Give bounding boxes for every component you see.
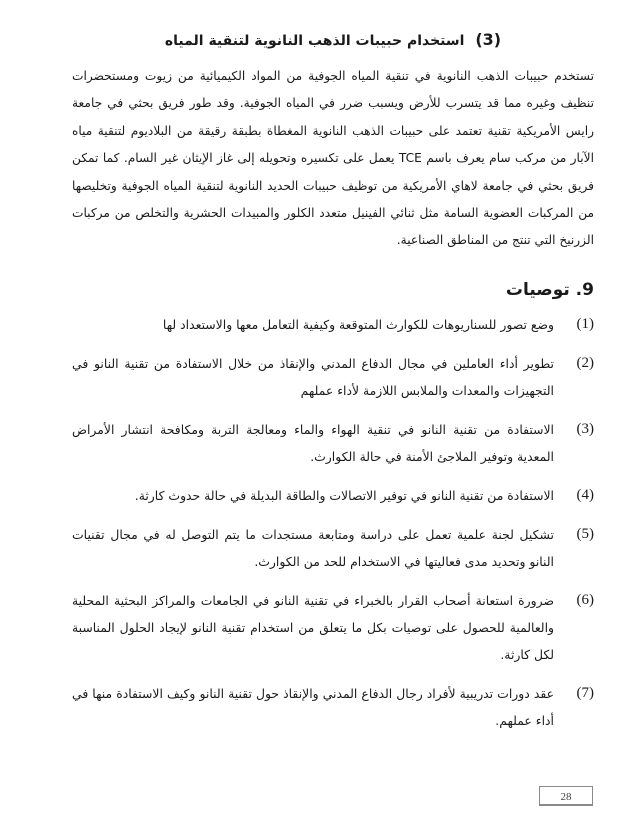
recommendations-list [72,311,594,734]
recommendation-item [72,482,594,509]
recommendation-number: (3) [576,420,594,437]
section-title: استخدام حبيبات الذهب النانوية لتنقية المياه [164,33,465,49]
recommendation-text: وضع تصور للسناريوهات للكوارث المتوقعة وكيفية التعامل معها والاستعداد لها [162,316,554,332]
recommendation-item [72,587,594,668]
recommendation-text: ضرورة استعانة أصحاب القرار بالخبراء في تقنية النانو في الجامعات والمراكز البحثية المحلية والعالمية للحصول على توصيات بكل ما يتعلق من استخدام تقنية النانو لإيجاد الحلول المناسبة لكل كارثة. [72,592,554,662]
recommendation-text: الاستفادة من تقنية النانو في توفير الاتصالات والطاقة البديلة في حالة حدوث كارثة. [134,487,554,503]
recommendation-item [72,311,594,338]
section-heading [72,30,594,51]
recommendation-number: (5) [576,525,594,542]
page-number: 28 [539,786,593,806]
recommendation-number: (2) [576,354,594,371]
recommendation-item [72,416,594,470]
recommendation-text: عقد دورات تدريبية لأفراد رجال الدفاع المدني والإنقاذ حول تقنية النانو وكيف الاستفادة منها في أداء عملهم. [72,685,554,728]
recommendation-number: (4) [576,486,594,503]
section-body: تستخدم حبيبات الذهب النانوية في تنقية المياه الجوفية من المواد الكيميائية من زيوت ومستحضرات تنظيف وغيره مما قد يتسرب للأرض ويسبب ضرر في المياه الجوفية. وقد طور فريق بحثي في جامعة رايس الأمريكية تقنية تعتمد على حبيبات الذهب النانوية المغطاة بطبقة رقيقة من البلاديوم لتنقية مياه الآبار من مركب سام يعرف باسم TCE يعمل على تكسيره وتحويله إلى غاز الإيثان غير السام. كما تمكن فريق بحثي في جامعة لاهاي الأمريكية من توظيف حبيبات الحديد النانوية لتنقية المياه الجوفية وتخليصها من المركبات العضوية السامة مثل ثنائي الفينيل متعدد الكلور والمبيدات الحشرية والتخلص من مركبات الزرنيخ التي تنتج من المناطق الصناعية. [72,69,595,248]
recommendation-text: تشكيل لجنة علمية تعمل على دراسة ومتابعة مستجدات ما يتم التوصل له في مجال تقنيات النانو وتحديد مدى فعاليتها في الاستخدام للحد من الكوارث. [72,526,554,569]
recommendation-text: الاستفادة من تقنية النانو في تنقية الهواء والماء ومعالجة التربة ومكافحة انتشار الأمراض المعدية وتوفير الملاجئ الأمنة في حالة الكوارث. [72,421,554,464]
recommendation-number: (7) [576,684,594,701]
section-number: (3) [475,30,502,49]
recommendation-item [72,680,594,734]
recommendation-item [72,521,594,575]
recommendation-number: (1) [576,315,594,332]
recommendation-item [72,350,594,404]
recommendation-number: (6) [576,591,594,608]
document-page [72,30,594,746]
recommendation-text: تطوير أداء العاملين في مجال الدفاع المدني والإنقاذ من خلال الاستفادة من تقنية النانو في التجهيزات والمعدات والملابس اللازمة لأداء عملهم [72,355,554,398]
recommendations-heading: 9. توصيات [505,279,594,300]
